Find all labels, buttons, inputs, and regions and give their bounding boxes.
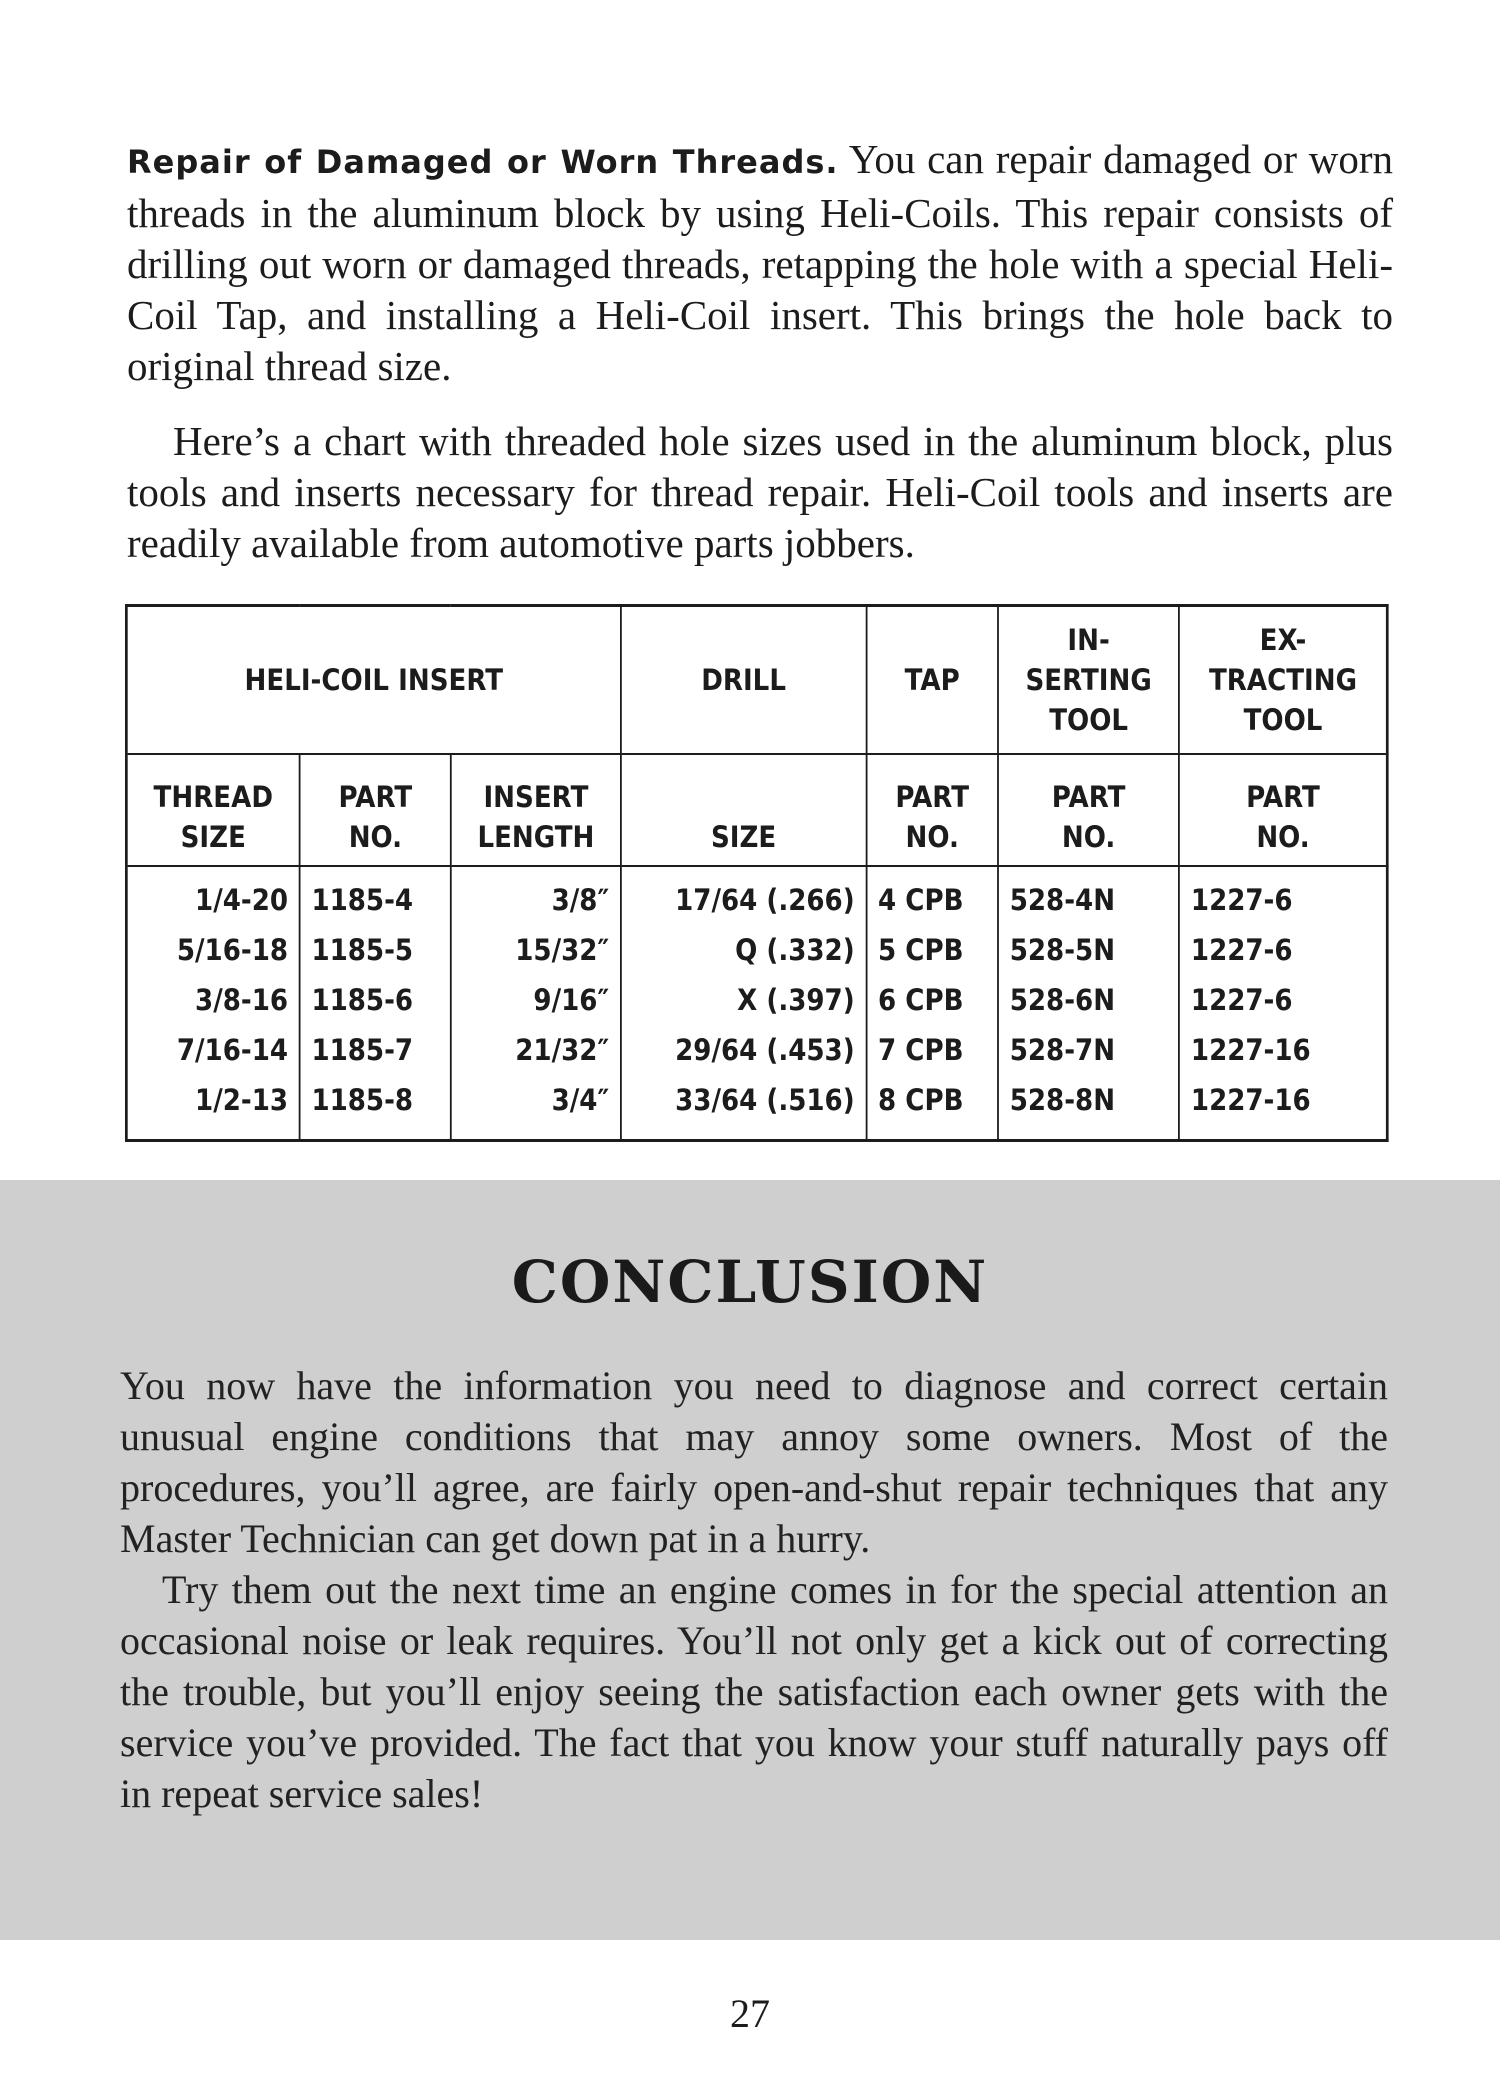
subheader-insert-length-line1: INSERT: [483, 780, 589, 814]
header-extracting-line3: TOOL: [1243, 703, 1323, 737]
cell-extracting-tool: 1227-6: [1179, 925, 1387, 975]
cell-thread-size: 7/16-14: [126, 1025, 299, 1075]
header-tap: TAP: [866, 606, 998, 755]
subheader-part-no-line1: PART: [338, 780, 413, 814]
cell-tap: 7 CPB: [866, 1025, 998, 1075]
cell-insert-length: 3/4″: [451, 1075, 621, 1141]
table-row: [126, 1075, 1387, 1141]
header-heli-coil-insert: HELI-COIL INSERT: [126, 606, 620, 755]
repair-section: [127, 134, 1393, 593]
conclusion-text: [120, 1360, 1388, 1819]
cell-part-no: 1185-5: [300, 925, 451, 975]
header-extracting-line2: TRACTING: [1208, 663, 1358, 697]
subheader-tap-part-no: [866, 754, 998, 866]
subheader-inserting-part-line2: NO.: [1061, 820, 1116, 854]
cell-inserting-tool: 528-8N: [998, 1075, 1179, 1141]
cell-tap: 5 CPB: [866, 925, 998, 975]
cell-inserting-tool: 528-5N: [998, 925, 1179, 975]
cell-inserting-tool: 528-7N: [998, 1025, 1179, 1075]
cell-extracting-tool: 1227-6: [1179, 866, 1387, 925]
header-inserting-line2: SERTING: [1025, 663, 1152, 697]
subheader-thread-size-line2: SIZE: [180, 820, 246, 854]
cell-drill-size: X (.397): [621, 975, 867, 1025]
subheader-thread-size: [126, 754, 299, 866]
cell-insert-length: 21/32″: [451, 1025, 621, 1075]
subheader-insert-length-line2: LENGTH: [477, 820, 595, 854]
cell-extracting-tool: 1227-6: [1179, 975, 1387, 1025]
subheader-drill-size: SIZE: [621, 754, 867, 866]
subheader-inserting-part-no: [998, 754, 1179, 866]
header-drill: DRILL: [621, 606, 867, 755]
cell-extracting-tool: 1227-16: [1179, 1075, 1387, 1141]
cell-tap: 4 CPB: [866, 866, 998, 925]
subheader-extracting-part-line1: PART: [1246, 780, 1320, 814]
repair-paragraph: [127, 134, 1393, 392]
repair-paragraph-text: You can repair damaged or worn threads in the aluminum block by using Heli-Coils. This repair consists of drilling out worn or damaged threads, retapping the hole with a special Heli-Coil Tap, and installing a Heli-Coil insert. This brings the hole back to original thread size.: [127, 136, 1393, 389]
cell-part-no: 1185-8: [300, 1075, 451, 1141]
header-inserting-tool: [998, 606, 1179, 755]
cell-insert-length: 3/8″: [451, 866, 621, 925]
cell-thread-size: 5/16-18: [126, 925, 299, 975]
header-extracting-line1: EX-: [1259, 623, 1307, 657]
cell-drill-size: 33/64 (.516): [621, 1075, 867, 1141]
cell-drill-size: 29/64 (.453): [621, 1025, 867, 1075]
cell-insert-length: 15/32″: [451, 925, 621, 975]
subheader-extracting-part-line2: NO.: [1256, 820, 1310, 854]
table-row: [126, 975, 1387, 1025]
repair-run-in-heading: Repair of Damaged or Worn Threads.: [127, 143, 839, 181]
header-extracting-tool: [1179, 606, 1387, 755]
subheader-inserting-part-line1: PART: [1051, 780, 1126, 814]
cell-part-no: 1185-6: [300, 975, 451, 1025]
cell-thread-size: 3/8-16: [126, 975, 299, 1025]
table-group-header-row: [126, 606, 1387, 755]
table-row: [126, 925, 1387, 975]
header-inserting-line3: TOOL: [1049, 703, 1129, 737]
conclusion-title: CONCLUSION: [511, 1248, 989, 1316]
cell-drill-size: 17/64 (.266): [621, 866, 867, 925]
cell-inserting-tool: 528-4N: [998, 866, 1179, 925]
heli-coil-chart: [125, 604, 1389, 1142]
subheader-thread-size-line1: THREAD: [153, 780, 273, 814]
cell-extracting-tool: 1227-16: [1179, 1025, 1387, 1075]
table-row: [126, 866, 1387, 925]
cell-tap: 6 CPB: [866, 975, 998, 1025]
cell-thread-size: 1/4-20: [126, 866, 299, 925]
subheader-tap-part-line2: NO.: [905, 820, 959, 854]
cell-inserting-tool: 528-6N: [998, 975, 1179, 1025]
cell-tap: 8 CPB: [866, 1075, 998, 1141]
table-row: [126, 1025, 1387, 1075]
cell-part-no: 1185-7: [300, 1025, 451, 1075]
cell-part-no: 1185-4: [300, 866, 451, 925]
conclusion-paragraph-2: Try them out the next time an engine comes in for the special attention an occasional noise or leak requires. You’ll not only get a kick out of correcting the trouble, but you’ll enjoy seeing the satisfaction each owner gets with the service you’ve provided. The fact that you know your stuff naturally pays off in repeat service sales!: [120, 1567, 1388, 1816]
page-number: 27: [730, 1991, 770, 2036]
chart-intro-paragraph: Here’s a chart with threaded hole sizes used in the aluminum block, plus tools and inserts necessary for thread repair. Heli-Coil tools and inserts are readily available from automotive parts jobbers.: [127, 418, 1393, 566]
conclusion-paragraph-1: You now have the information you need to diagnose and correct certain unusual engine conditions that may annoy some owners. Most of the procedures, you’ll agree, are fairly open-and-shut repair techniques that any Master Technician can get down pat in a hurry.: [120, 1363, 1388, 1561]
table-sub-header-row: [126, 754, 1387, 866]
header-inserting-line1: IN-: [1067, 623, 1110, 657]
subheader-part-no: [300, 754, 451, 866]
cell-thread-size: 1/2-13: [126, 1075, 299, 1141]
subheader-insert-length: [451, 754, 621, 866]
subheader-tap-part-line1: PART: [895, 780, 970, 814]
subheader-extracting-part-no: [1179, 754, 1387, 866]
cell-drill-size: Q (.332): [621, 925, 867, 975]
subheader-part-no-line2: NO.: [348, 820, 403, 854]
cell-insert-length: 9/16″: [451, 975, 621, 1025]
